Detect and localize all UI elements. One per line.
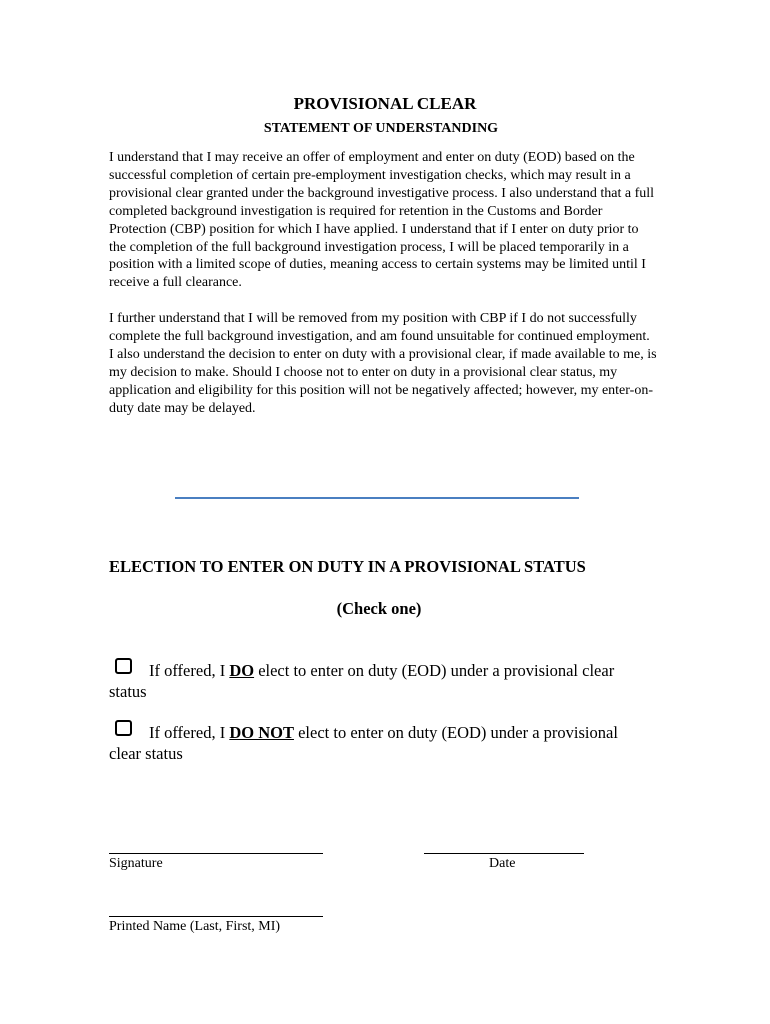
document-subtitle: STATEMENT OF UNDERSTANDING: [263, 121, 499, 136]
document-title: PROVISIONAL CLEAR: [293, 94, 477, 113]
option-do-not-suffix: elect to enter on duty (EOD) under a provisional clear status: [109, 723, 618, 763]
option-do-not-elect: [109, 722, 629, 764]
option-do-prefix: If offered, I: [149, 661, 230, 680]
checkbox-do-not-elect[interactable]: [115, 720, 132, 736]
date-label: Date: [489, 856, 516, 871]
paragraph-further-understanding: I further understand that I will be removed from my position with CBP if I do not successfully complete the full background investigation, and am found unsuitable for continued employment. I also understand the decision to enter on duty with a provisional clear, if made available to me, is my decision to make. Should I choose not to enter on duty in a provisional clear status, my application and eligibility for this position will not be negatively affected; however, my enter-on-duty date may be delayed.: [109, 311, 657, 416]
check-one-instruction: (Check one): [336, 599, 422, 618]
horizontal-divider: [175, 497, 579, 499]
option-do-not-prefix: If offered, I: [149, 723, 230, 742]
printed-name-label: Printed Name (Last, First, MI): [109, 919, 281, 934]
paragraph-understanding: I understand that I may receive an offer of employment and enter on duty (EOD) based on the successful completion of certain pre-employment investigation checks, which may result in a provisional clear granted under the background investigative process. I also understand that a full completed background investigation is required for retention in the Customs and Border Protection (CBP) position for which I have applied. I understand that if I enter on duty prior to the completion of the full background investigation process, I will be placed temporarily in a position with a limited scope of duties, meaning access to certain systems may be limited until I receive a full clearance.: [109, 150, 655, 291]
option-do-emphasis: DO: [229, 661, 255, 680]
election-heading: ELECTION TO ENTER ON DUTY IN A PROVISIONAL STATUS: [109, 557, 586, 576]
option-do-not-emphasis: DO NOT: [229, 723, 294, 742]
signature-label: Signature: [109, 856, 163, 871]
option-do-elect: [109, 660, 629, 702]
signature-line[interactable]: [109, 853, 323, 854]
checkbox-do-elect[interactable]: [115, 658, 132, 674]
option-do-suffix: elect to enter on duty (EOD) under a provisional clear status: [109, 661, 615, 701]
date-line[interactable]: [424, 853, 584, 854]
printed-name-line[interactable]: [109, 916, 323, 917]
